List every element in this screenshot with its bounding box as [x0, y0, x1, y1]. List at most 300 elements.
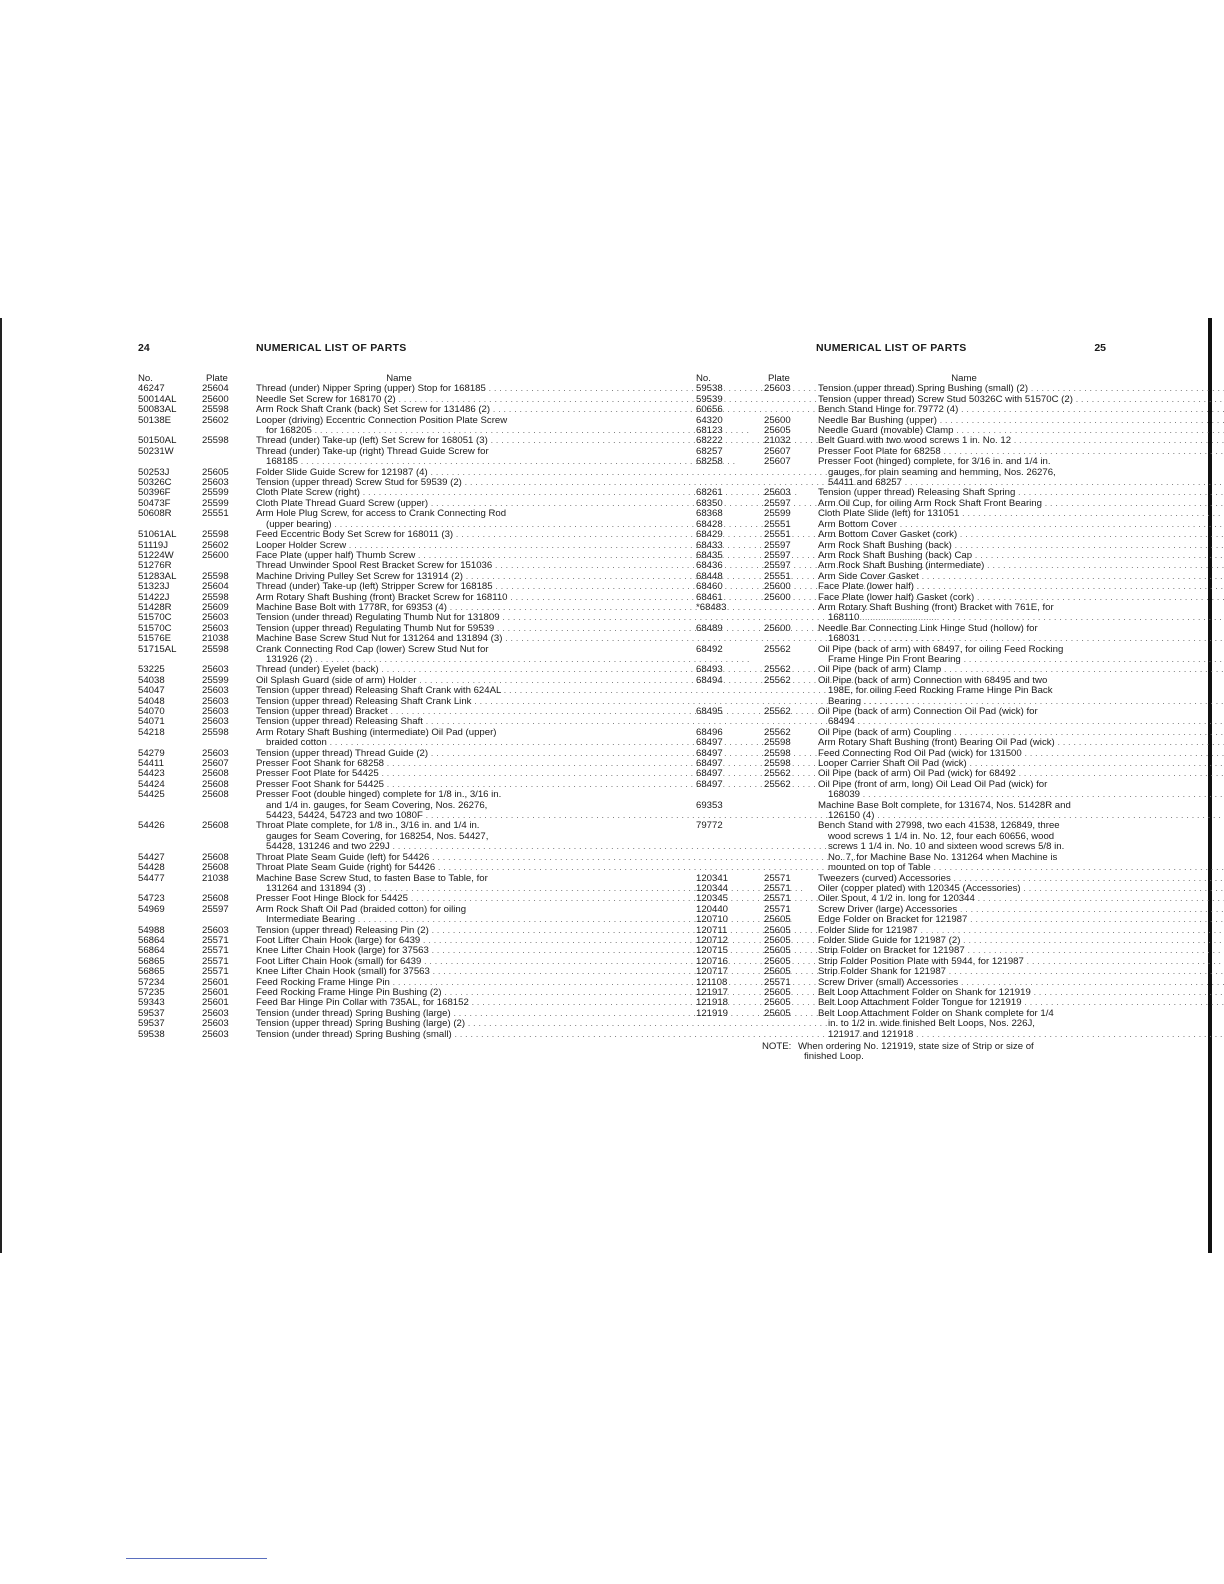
part-number: 59538	[138, 1028, 165, 1040]
part-name-line: Thread (under) Take-up (left) Set Screw for 168051 (3) . . .	[256, 436, 925, 446]
plate-number: 25571	[764, 976, 791, 988]
plate-number: 25562	[764, 674, 791, 686]
table-row	[696, 957, 1106, 967]
plate-number: 25599	[202, 674, 229, 686]
plate-number: 25598	[202, 570, 229, 582]
page-header	[138, 343, 538, 357]
page-title: NUMERICAL LIST OF PARTS	[256, 342, 407, 354]
part-name-line: 121917 and 121918 . . .	[818, 1030, 1224, 1040]
plate-number: 25551	[764, 518, 791, 530]
part-name-line: Feed Rocking Frame Hinge Pin . . .	[256, 978, 827, 988]
part-name-line: Tension (upper thread) Screw Stud 50326C with 51570C (2) . . .	[818, 395, 1224, 405]
part-name	[818, 967, 1224, 977]
plate-number: 25599	[202, 487, 229, 499]
page-number: 24	[138, 342, 150, 354]
part-name-line: Bench Stand Hinge for 79772 (4) . . .	[818, 405, 1224, 415]
part-number: 51570C	[138, 612, 172, 624]
part-number: 54279	[138, 747, 165, 759]
plate-number: 25601	[202, 976, 229, 988]
part-number: 54424	[138, 778, 165, 790]
part-number: 68435	[696, 549, 723, 561]
part-name-line: Strip Folder Position Plate with 5944, for 121987 . . .	[818, 957, 1224, 967]
plate-number: 25605	[764, 955, 791, 967]
plate-number: 25609	[202, 601, 229, 613]
part-number: 54723	[138, 893, 165, 905]
plate-number: 25598	[202, 591, 229, 603]
plate-number: 25604	[202, 581, 229, 593]
part-number: 50473F	[138, 497, 171, 509]
table-row	[138, 686, 538, 696]
table-row	[696, 728, 1106, 738]
part-name-line: Intermediate Bearing . . .	[256, 915, 792, 925]
plate-number: 25608	[202, 778, 229, 790]
plate-number: 25597	[764, 539, 791, 551]
part-number: 59538	[696, 383, 723, 395]
part-number: 120345	[696, 893, 729, 905]
plate-number: 25597	[764, 560, 791, 572]
plate-number: 25608	[202, 893, 229, 905]
plate-number: 25571	[764, 882, 791, 894]
column-header-plate: Plate	[206, 373, 228, 384]
table-row	[138, 509, 538, 530]
part-number: 120716	[696, 955, 729, 967]
plate-number: 25602	[202, 539, 229, 551]
part-number: 68257	[696, 445, 723, 457]
part-name-line: 54428, 131246 and two 229J . . .	[256, 842, 827, 852]
part-name	[818, 874, 1224, 884]
part-name	[818, 957, 1224, 967]
part-name	[818, 707, 1224, 728]
part-number: 46247	[138, 383, 165, 395]
part-number: 68448	[696, 570, 723, 582]
part-name-line: Face Plate (upper half) Thumb Screw . . .	[256, 551, 852, 561]
part-name-line: Feed Eccentric Body Set Screw for 168011 (3) . . .	[256, 530, 890, 540]
part-name-line: Arm Rotary Shaft Bushing (front) Bracket with 761E, for	[818, 602, 1054, 613]
part-name-line: Presser Foot Shank for 54425 . . .	[256, 780, 821, 790]
part-name-line: Tension (upper thread) Releasing Shaft Crank with 624AL . . .	[256, 686, 938, 696]
part-number: 54428	[138, 862, 165, 874]
part-name-line: for 168205 . . .	[256, 426, 749, 436]
part-name	[818, 936, 1224, 946]
part-number: 68368	[696, 508, 723, 520]
part-name-line: Oil Splash Guard (side of arm) Holder . . .	[256, 676, 854, 686]
part-name	[818, 926, 1224, 936]
part-name-line: 126150 (4) . . .	[818, 811, 1224, 821]
part-name-line: Face Plate (lower half) . . .	[818, 582, 1224, 592]
plate-number: 25571	[764, 903, 791, 915]
table-row	[138, 530, 538, 540]
part-number: 54988	[138, 924, 165, 936]
table-row	[696, 384, 1106, 394]
part-name	[818, 488, 1224, 498]
part-name	[818, 593, 1224, 603]
table-row	[138, 1030, 538, 1040]
part-name-line: Thread Unwinder Spool Rest Bracket Screw for 151036 . . .	[256, 561, 929, 571]
right-page	[696, 343, 1106, 1063]
part-name-line: Tension (upper thread) Spring Bushing (large) (2) . . .	[256, 1019, 902, 1029]
part-name-line: Needle Bar Connecting Link Hinge Stud (hollow) for	[818, 623, 1038, 634]
part-name-line: Tension (upper thread) Thread Guide (2) . . .	[256, 749, 865, 759]
part-number: 54477	[138, 872, 165, 884]
table-row	[696, 541, 1106, 551]
table-row	[696, 561, 1106, 571]
table-row	[696, 874, 1106, 884]
plate-number	[764, 395, 818, 405]
plate-number: 25598	[202, 726, 229, 738]
part-name	[256, 645, 750, 666]
part-number: 50253J	[138, 466, 170, 478]
table-row	[696, 769, 1106, 779]
part-number: 68433	[696, 539, 723, 551]
table-row	[696, 676, 1106, 707]
part-number: 51570C	[138, 622, 172, 634]
part-name	[256, 728, 764, 749]
part-number: 68350	[696, 497, 723, 509]
table-row	[696, 405, 1106, 415]
table-row	[696, 395, 1106, 405]
ordering-note	[762, 1042, 1106, 1063]
part-name	[818, 395, 1224, 405]
part-name-line: Tension (under thread) Spring Bushing (large) . . .	[256, 1009, 888, 1019]
part-name-line: 54423, 54424, 54723 and two 1080F . . .	[256, 811, 860, 821]
footnote-rule	[126, 1558, 267, 1559]
part-name-line: Face Plate (lower half) Gasket (cork) . . .	[818, 593, 1224, 603]
table-row	[138, 998, 538, 1008]
part-name-line: Tension (under thread) Regulating Thumb Nut for 131809 . . .	[256, 613, 937, 623]
part-number: 121917	[696, 986, 729, 998]
table-row	[138, 488, 538, 498]
part-name	[818, 541, 1224, 551]
part-name-line: Oil Pipe (front of arm, long) Oil Lead Oil Pad (wick) for	[818, 779, 1048, 790]
part-number: 54218	[138, 726, 165, 738]
plate-number: 25603	[764, 383, 791, 395]
plate-number: 25603	[202, 664, 229, 676]
table-row	[138, 395, 538, 405]
part-name-line: Bearing . . .	[818, 697, 1224, 707]
table-row	[138, 541, 538, 551]
part-name	[818, 447, 1224, 457]
part-name	[818, 998, 1224, 1008]
table-row	[696, 582, 1106, 592]
table-row	[696, 603, 1106, 624]
table-row	[696, 624, 1106, 645]
part-name-line: Folder Slide for 121987 . . .	[818, 926, 1224, 936]
part-name-line: Presser Foot Shank for 68258 . . .	[256, 759, 821, 769]
left-page	[138, 343, 538, 1040]
part-name	[256, 416, 749, 437]
plate-number: 25598	[202, 435, 229, 447]
part-name-line: Belt Loop Attachment Folder on Shank for 121919 . . .	[818, 988, 1224, 998]
part-name-line: Thread (under) Nipper Spring (upper) Stop for 168185 . . .	[256, 384, 923, 394]
part-name-line: Arm Side Cover Gasket . . .	[818, 572, 1224, 582]
plate-number: 21032	[764, 435, 791, 447]
part-name	[818, 530, 1224, 540]
part-name-line: Thread (under) Take-up (left) Stripper Screw for 168185 . . .	[256, 582, 930, 592]
part-number: 57235	[138, 986, 165, 998]
part-number: 51283AL	[138, 570, 177, 582]
part-name-line: Tension (upper thread) Regulating Thumb Nut for 59539 . . .	[256, 624, 931, 634]
part-name-line: 168185 . . .	[256, 457, 735, 467]
table-row	[138, 707, 538, 717]
column-header-name: Name	[386, 373, 412, 384]
table-row	[138, 416, 538, 437]
table-row	[138, 593, 538, 603]
plate-number: 25599	[764, 508, 791, 520]
plate-number: 25571	[202, 945, 229, 957]
part-name-line: Throat Plate Seam Guide (left) for 54426 . . .	[256, 853, 866, 863]
part-name-line: Feed Connecting Rod Oil Pad (wick) for 131500 . . .	[818, 749, 1224, 759]
part-name-line: Needle Set Screw for 168170 (2) . . .	[256, 395, 833, 405]
part-number: 64320	[696, 414, 723, 426]
plate-number: 25600	[764, 591, 791, 603]
part-name	[818, 384, 1224, 394]
part-name-line: screws 1 1/4 in. No. 10 and sixteen wood screws 5/8 in.	[828, 842, 1065, 853]
part-number: 59539	[696, 393, 723, 405]
plate-number: 25608	[202, 820, 229, 832]
part-name-line: Arm Rock Shaft Bushing (intermediate) . . .	[818, 561, 1224, 571]
table-row	[696, 457, 1106, 488]
part-name-line: Oiler Spout, 4 1/2 in. long for 120344 . . .	[818, 894, 1224, 904]
part-name-line: Knee Lifter Chain Hook (small) for 37563 . . .	[256, 967, 867, 977]
part-number: 68497	[696, 737, 723, 749]
part-number: 79772	[696, 820, 723, 832]
plate-number: 25605	[764, 966, 791, 978]
part-name	[818, 988, 1224, 998]
table-row	[696, 707, 1106, 728]
plate-number: 25603	[202, 695, 229, 707]
table-row	[138, 447, 538, 468]
table-row	[696, 426, 1106, 436]
table-row	[696, 499, 1106, 509]
part-number: 56865	[138, 955, 165, 967]
table-row	[696, 998, 1106, 1008]
part-name-line: Presser Foot Plate for 68258 . . .	[818, 447, 1224, 457]
part-name-line: Bench Stand with 27998, two each 41538, 126849, three	[818, 821, 1060, 832]
part-name-line: Thread (under) Take-up (right) Thread Guide Screw for	[256, 446, 489, 457]
table-row	[138, 613, 538, 623]
plate-number: 25600	[764, 414, 791, 426]
part-name	[818, 738, 1224, 748]
part-name-line: Foot Lifter Chain Hook (large) for 6439 . . .	[256, 936, 857, 946]
part-name-line: Arm Rock Shaft Crank (back) Set Screw for 131486 (2) . . .	[256, 405, 927, 415]
part-name	[818, 884, 1224, 894]
table-row	[138, 728, 538, 749]
part-number: 120715	[696, 945, 729, 957]
part-name-line: Throat Plate Seam Guide (right) for 54426 . . .	[256, 863, 872, 873]
plate-number: 25598	[202, 529, 229, 541]
table-row	[138, 905, 538, 926]
plate-number: 25605	[764, 924, 791, 936]
table-row	[138, 572, 538, 582]
part-number: 121918	[696, 997, 729, 1009]
part-number: 50326C	[138, 477, 172, 489]
table-row	[138, 957, 538, 967]
part-number: 54411	[138, 758, 164, 770]
plate-number: 25605	[764, 914, 791, 926]
part-name-line: Presser Foot Plate for 54425 . . .	[256, 769, 816, 779]
part-name	[818, 416, 1224, 426]
table-row	[138, 634, 538, 644]
part-number: 51119J	[138, 539, 169, 551]
part-name	[818, 520, 1224, 530]
part-name	[818, 676, 1224, 707]
part-name-line: Needle Guard (movable) Clamp . . .	[818, 426, 1224, 436]
plate-number: 25605	[764, 945, 791, 957]
table-row	[696, 520, 1106, 530]
part-number: 54423	[138, 768, 165, 780]
part-name-line: 168039 . . .	[818, 790, 1224, 800]
plate-number: 25598	[202, 404, 229, 416]
part-number: 54427	[138, 851, 165, 863]
part-number: 68461	[696, 591, 723, 603]
part-number: 51276R	[138, 560, 172, 572]
part-name	[818, 728, 1224, 738]
plate-number	[764, 603, 818, 624]
table-row	[696, 749, 1106, 759]
part-number: 68429	[696, 529, 723, 541]
part-name-line: Belt Loop Attachment Folder Tongue for 121919 . . .	[818, 998, 1224, 1008]
table-row	[696, 821, 1106, 873]
part-name-line: Knee Lifter Chain Hook (large) for 37563 . . .	[256, 946, 866, 956]
table-row	[138, 894, 538, 904]
part-name-line: Arm Bottom Cover Gasket (cork) . . .	[818, 530, 1224, 540]
part-number: 68497	[696, 768, 723, 780]
part-number: 68460	[696, 581, 723, 593]
column-header-name: Name	[951, 373, 977, 384]
part-name	[256, 509, 769, 530]
part-name-line: Machine Driving Pulley Set Screw for 131914 (2) . . .	[256, 572, 900, 582]
part-name-line: Cloth Plate Screw (right) . . .	[256, 488, 797, 498]
part-name-line: Screw Driver (small) Accessories . . .	[818, 978, 1224, 988]
part-name-line: Arm Rock Shaft Oil Pad (braided cotton) for oiling	[256, 904, 467, 915]
part-number: 120344	[696, 882, 729, 894]
part-name-line: and 1/4 in. gauges, for Seam Covering, Nos. 26276,	[266, 800, 488, 811]
table-row	[138, 926, 538, 936]
part-name	[818, 499, 1224, 509]
part-number: 54038	[138, 674, 165, 686]
plate-number: 25551	[202, 508, 229, 520]
part-name-line: Arm Rock Shaft Bushing (back) . . .	[818, 541, 1224, 551]
part-name-line: Tension (upper thread) Releasing Shaft Crank Link . . .	[256, 697, 909, 707]
plate-number: 25551	[764, 529, 791, 541]
parts-list-right	[696, 384, 1106, 1040]
part-number: 68495	[696, 706, 723, 717]
part-number: 59537	[138, 1007, 165, 1019]
part-name-line: Oil Pipe (back of arm) Connection Oil Pad (wick) for	[818, 707, 1038, 717]
table-row	[138, 665, 538, 675]
part-name-line: Cloth Plate Slide (left) for 131051 . . .	[818, 509, 1224, 519]
part-number: 50083AL	[138, 404, 177, 416]
part-name-line: Arm Rotary Shaft Bushing (intermediate) Oil Pad (upper)	[256, 727, 497, 738]
page-header	[696, 343, 1106, 357]
part-number: 68497	[696, 747, 723, 759]
table-row	[696, 447, 1106, 457]
table-row	[696, 665, 1106, 675]
part-name-line: Belt Loop Attachment Folder on Shank complete for 1/4	[818, 1008, 1054, 1019]
table-row	[696, 1009, 1106, 1040]
part-name-line: Tension (upper thread) Releasing Shaft . . .	[256, 717, 860, 727]
part-name-line: Machine Base Bolt complete, for 131674, Nos. 51428R and	[818, 800, 1071, 811]
plate-number: 25600	[202, 549, 229, 561]
part-number: *68483	[696, 601, 727, 613]
plate-number: 25608	[202, 789, 229, 801]
part-name-line: Oil Pipe (back of arm) with 68497, for oiling Feed Rocking	[818, 644, 1064, 655]
part-name	[818, 603, 1224, 624]
plate-number: 25571	[764, 893, 791, 905]
plate-number: 25598	[202, 643, 229, 655]
plate-number: 25603	[202, 747, 229, 759]
part-number: 50150AL	[138, 435, 177, 447]
table-row	[696, 759, 1106, 769]
part-name-line: Oil Pipe (back of arm) Connection with 68495 and two	[818, 675, 1048, 686]
part-number: 50396F	[138, 487, 171, 499]
plate-number: 25608	[202, 851, 229, 863]
table-row	[696, 946, 1106, 956]
part-name-line: Needle Bar Bushing (upper) . . .	[818, 416, 1224, 426]
part-name	[818, 780, 1224, 801]
plate-number	[764, 821, 818, 873]
table-row	[138, 478, 538, 488]
plate-number: 25601	[202, 986, 229, 998]
part-number: 51576E	[138, 633, 172, 645]
table-row	[696, 988, 1106, 998]
column-header-no: No.	[138, 373, 153, 384]
table-row	[696, 416, 1106, 426]
table-row	[138, 946, 538, 956]
table-row	[138, 603, 538, 613]
part-name-line: Feed Rocking Frame Hinge Pin Bushing (2) . . .	[256, 988, 879, 998]
table-row	[138, 405, 538, 415]
table-row	[138, 780, 538, 790]
column-headers	[138, 374, 538, 384]
part-number: 68489	[696, 622, 723, 634]
plate-number: 25571	[202, 934, 229, 946]
part-name-line: Crank Connecting Rod Cap (lower) Screw Stud Nut for	[256, 644, 489, 655]
plate-number: 25605	[764, 934, 791, 946]
plate-number: 25599	[202, 497, 229, 509]
part-name-line: Arm Rock Shaft Bushing (back) Cap . . .	[818, 551, 1224, 561]
part-name	[818, 915, 1224, 925]
part-name-line: Arm Bottom Cover . . .	[818, 520, 1224, 530]
part-name-line: Machine Base Screw Stud Nut for 131264 and 131894 (3) . . .	[256, 634, 940, 644]
plate-number: 25562	[764, 643, 791, 655]
part-number: 54047	[138, 685, 165, 697]
table-row	[696, 926, 1106, 936]
plate-number: 25603	[202, 477, 229, 489]
plate-number: 25605	[764, 425, 791, 437]
table-row	[138, 863, 538, 873]
part-name-line: mounted on top of Table . . .	[818, 863, 1224, 873]
part-name-line: Tension (upper thread) Bracket . . .	[256, 707, 825, 717]
part-name-line: 168031 . . .	[818, 634, 1224, 644]
plate-number: 25603	[202, 685, 229, 697]
part-name-line: 131926 (2) . . .	[256, 655, 750, 665]
scan-edge-left	[0, 318, 2, 1253]
note-line: When ordering No. 121919, state size of Strip or size of	[798, 1041, 1034, 1052]
table-row	[696, 509, 1106, 519]
part-name-line: 54411 and 68257 . . .	[818, 478, 1224, 488]
plate-number: 25562	[764, 726, 791, 738]
part-number: 57234	[138, 976, 165, 988]
part-name	[818, 894, 1224, 904]
part-name-line: Looper Carrier Shaft Oil Pad (wick) . . .	[818, 759, 1224, 769]
plate-number: 25608	[202, 862, 229, 874]
part-number: 68497	[696, 758, 723, 770]
plate-number: 25551	[764, 570, 791, 582]
part-number: 120711	[696, 924, 728, 936]
table-row	[696, 978, 1106, 988]
plate-number: 25597	[764, 549, 791, 561]
